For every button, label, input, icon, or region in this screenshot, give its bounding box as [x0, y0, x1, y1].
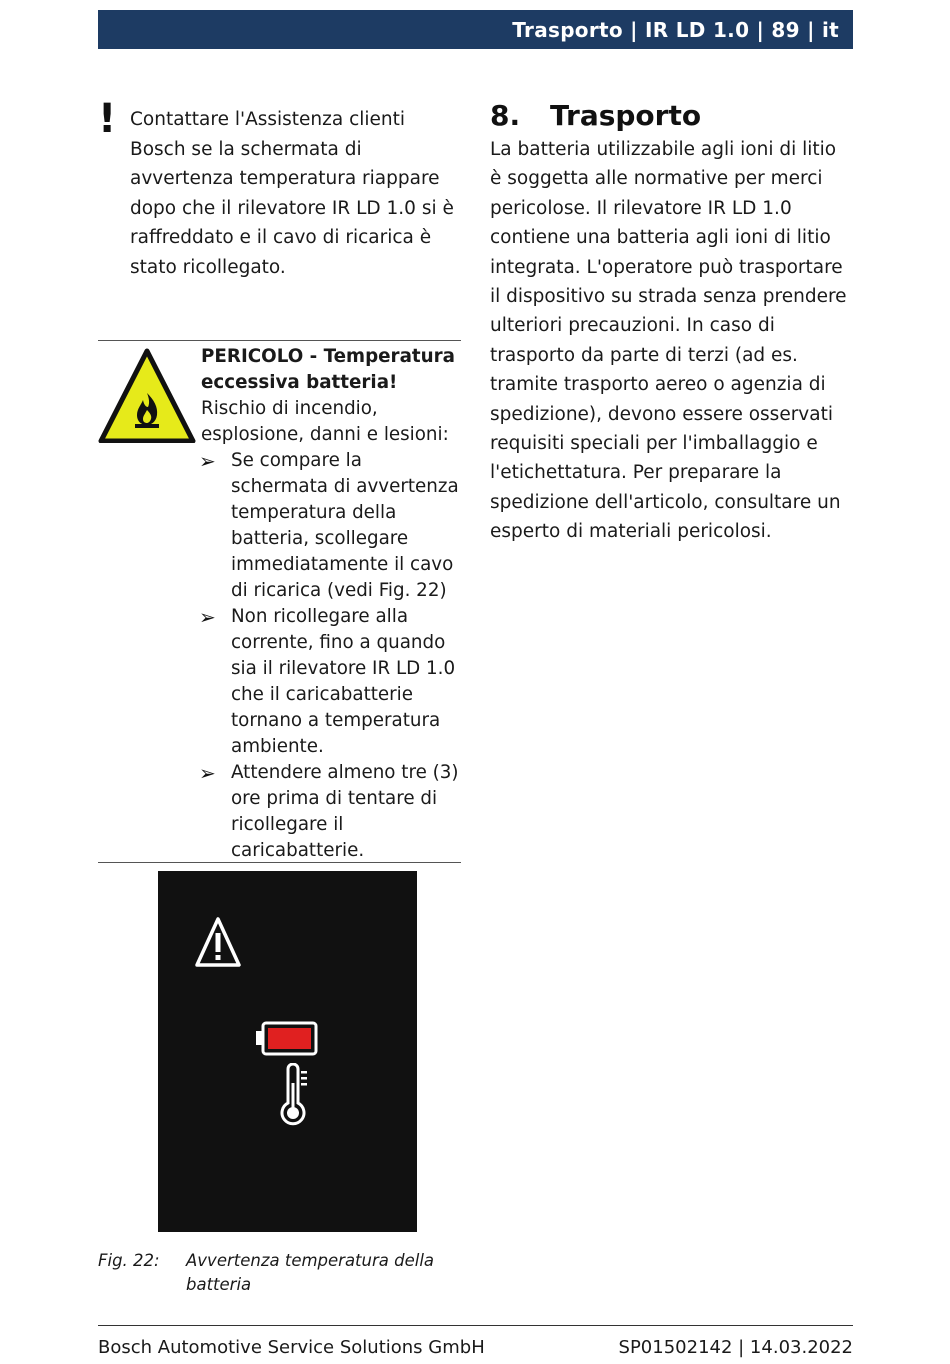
- exclamation-icon: !: [98, 96, 117, 142]
- footer-divider: [98, 1325, 853, 1326]
- section-number: 8.: [490, 99, 521, 132]
- figure-label: Fig. 22:: [98, 1251, 160, 1270]
- device-screen-figure: [158, 871, 417, 1232]
- flammable-warning-icon: [98, 345, 196, 443]
- list-item: [201, 448, 463, 604]
- list-item: [201, 760, 463, 864]
- list-item-text: Non ricollegare alla corrente, fino a quando sia il rilevatore IR LD 1.0 che il caricabatterie tornano a temperatura ambiente.: [231, 606, 456, 757]
- note-block: [98, 96, 461, 282]
- thermometer-icon: [280, 1063, 310, 1129]
- section-heading: [490, 98, 853, 134]
- danger-subtitle: Rischio di incendio, esplosione, danni e lesioni:: [201, 398, 449, 445]
- list-item: [201, 604, 463, 760]
- figure-caption-text: Avvertenza temperatura della batteria: [186, 1251, 435, 1294]
- figure-caption: [98, 1249, 461, 1297]
- danger-title: PERICOLO - Temperatura eccessiva batteria!: [201, 346, 456, 393]
- note-text: Contattare l'Assistenza clienti Bosch se la schermata di avvertenza temperatura riappare dopo che il rilevatore IR LD 1.0 si è raffreddato e il cavo di ricarica è stato ricollegato.: [130, 109, 454, 278]
- danger-instructions-list: [201, 448, 463, 864]
- list-item-text: Se compare la schermata di avvertenza temperatura della batteria, scollegare immediatamente il cavo di ricarica (vedi Fig. 22): [231, 450, 459, 601]
- battery-icon: [256, 1021, 318, 1056]
- danger-warning-box: [98, 340, 461, 863]
- section-title: Trasporto: [550, 99, 702, 132]
- section-body: La batteria utilizzabile agli ioni di litio è soggetta alle normative per merci pericolose. Il rilevatore IR LD 1.0 contiene una batteria agli ioni di litio integrata. L'operatore può trasportare il dispositivo su strada senza prendere ulteriori precauzioni. In caso di trasporto da parte di terzi (ad es. tramite trasporto aereo o agenzia di spedizione), devono essere osservati requisiti speciali per l'imballaggio e l'etichettatura. Per preparare la spedizione dell'articolo, consultare un esperto di materiali pericolosi.: [490, 139, 847, 543]
- footer-doc-id: SP01502142 | 14.03.2022: [618, 1337, 853, 1358]
- page-header-title: Trasporto | IR LD 1.0 | 89 | it: [512, 18, 839, 42]
- footer-company: Bosch Automotive Service Solutions GmbH: [98, 1337, 485, 1358]
- warning-triangle-icon: [195, 916, 241, 968]
- header-bar: [98, 10, 853, 49]
- arrow-bullet-icon: ➢: [199, 449, 216, 473]
- arrow-bullet-icon: ➢: [199, 761, 216, 785]
- danger-content: [201, 344, 463, 864]
- arrow-bullet-icon: ➢: [199, 605, 216, 629]
- right-column: [490, 98, 853, 547]
- list-item-text: Attendere almeno tre (3) ore prima di tentare di ricollegare il caricabatterie.: [231, 762, 459, 861]
- left-column: [98, 95, 461, 282]
